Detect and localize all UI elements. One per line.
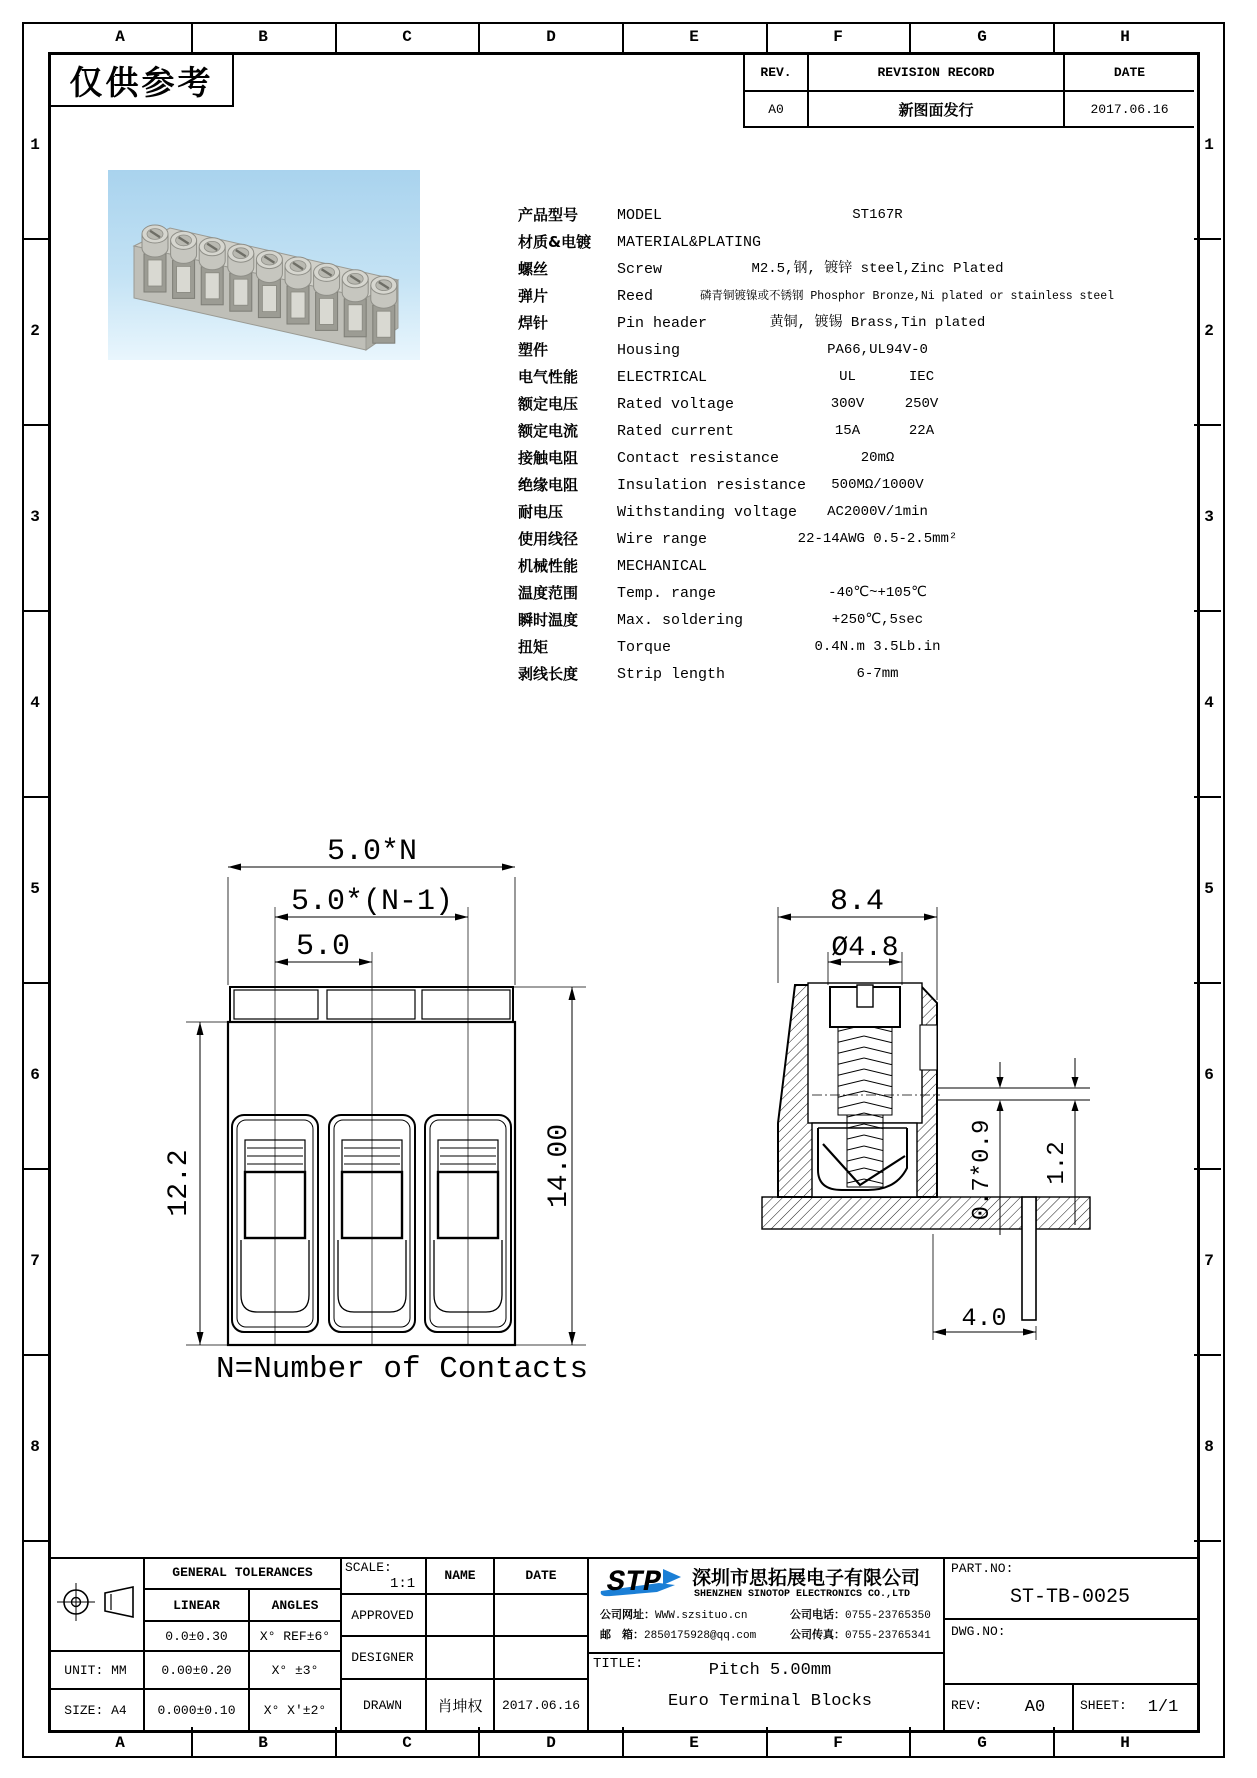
linear-header: LINEAR	[173, 1597, 220, 1613]
grid-letter-top: B	[258, 28, 268, 46]
date-header: DATE	[525, 1567, 557, 1583]
drawing-title-line2: Euro Terminal Blocks	[667, 1691, 873, 1711]
dwg-no-label: DWG.NO:	[951, 1624, 1006, 1639]
grid-number-right: 6	[1204, 1066, 1214, 1084]
spec-label-cn: 绝缘电阻	[518, 476, 579, 494]
spec-value: ST167R	[852, 207, 903, 223]
grid-number-left: 6	[30, 1066, 40, 1084]
spec-value: 黄铜, 镀锡 Brass,Tin plated	[769, 315, 986, 331]
spec-row	[0, 661, 1257, 688]
spec-row	[0, 256, 1257, 283]
spec-label-cn: 温度范围	[518, 584, 579, 602]
grid-number-left: 3	[30, 508, 40, 526]
website-value: WWW.szsituo.cn	[655, 1610, 748, 1622]
spec-label-en: Temp. range	[617, 585, 717, 602]
grid-letter-top: C	[402, 28, 412, 46]
tol-linear-1: 0.0±0.30	[165, 1628, 228, 1644]
unit-cell: UNIT: MM	[64, 1662, 127, 1678]
contacts-note: N=Number of Contacts	[216, 1352, 589, 1387]
grid-number-right: 5	[1204, 880, 1214, 898]
spec-row	[0, 553, 1257, 580]
spec-label-en: Screw	[617, 261, 663, 278]
reference-only-watermark: 仅供参考	[51, 55, 234, 107]
spec-value	[700, 553, 1055, 580]
spec-label-cn: 扭矩	[518, 638, 549, 656]
spec-label-en: Reed	[617, 288, 654, 305]
email-label: 邮 箱：	[600, 1628, 644, 1641]
company-logo	[597, 1563, 683, 1607]
grid-letter-top: D	[546, 28, 556, 46]
sheet-value: 1/1	[1147, 1697, 1179, 1717]
spec-label-en: Pin header	[617, 315, 708, 332]
grid-number-right: 4	[1204, 694, 1214, 712]
spec-label-en: Contact resistance	[617, 450, 780, 467]
grid-number-right: 1	[1204, 136, 1214, 154]
company-name-cn: 深圳市思拓展电子有限公司	[692, 1567, 921, 1589]
dim-body-height: 12.2	[164, 1149, 195, 1217]
spec-label-cn: 焊针	[518, 314, 549, 332]
spec-row	[0, 310, 1257, 337]
part-no-label: PART.NO:	[951, 1561, 1014, 1576]
spec-label-cn: 耐电压	[518, 503, 564, 521]
spec-value-iec: 22A	[908, 423, 935, 439]
spec-value: 20mΩ	[860, 450, 895, 466]
tol-linear-3: 0.000±0.10	[157, 1702, 236, 1718]
grid-letter-bottom: E	[689, 1734, 699, 1752]
spec-label-en: Rated current	[617, 423, 735, 440]
spec-label-cn: 弹片	[518, 287, 549, 305]
email-value: 2850175928@qq.com	[644, 1630, 757, 1642]
sheet-label: SHEET:	[1080, 1698, 1127, 1713]
size-cell: SIZE: A4	[64, 1702, 127, 1718]
company-name-en: SHENZHEN SINOTOP ELECTRONICS CO.,LTD	[694, 1589, 911, 1600]
grid-number-left: 1	[30, 136, 40, 154]
spec-row	[0, 418, 1257, 445]
dim-pitch-n1: 5.0*(N-1)	[290, 885, 454, 919]
spec-label-en: Max. soldering	[617, 612, 744, 629]
spec-label-cn: 接触电阻	[518, 449, 579, 467]
dim-width: 8.4	[829, 885, 885, 919]
grid-letter-bottom: A	[115, 1734, 125, 1752]
grid-number-left: 2	[30, 322, 40, 340]
spec-row	[0, 337, 1257, 364]
grid-number-right: 3	[1204, 508, 1214, 526]
grid-letter-bottom: H	[1120, 1734, 1130, 1752]
spec-value-ul: UL	[839, 369, 856, 385]
spec-label-en: Torque	[617, 639, 672, 656]
drawn-label: DRAWN	[362, 1697, 402, 1713]
revision-row-record: 新图面发行	[898, 100, 974, 119]
phone-value: 0755-23765350	[845, 1610, 931, 1622]
dim-pin-offset: 4.0	[961, 1304, 1007, 1333]
spec-value: PA66,UL94V-0	[827, 342, 928, 358]
spec-row	[0, 634, 1257, 661]
grid-letter-top: H	[1120, 28, 1130, 46]
title-label: TITLE:	[593, 1656, 644, 1672]
spec-value-ul: 15A	[834, 423, 861, 439]
rev-value: A0	[1024, 1697, 1046, 1717]
drawn-name: 肖坤权	[437, 1696, 483, 1715]
scale-value: 1:1	[390, 1576, 416, 1592]
spec-label-cn: 产品型号	[518, 206, 579, 224]
approved-label: APPROVED	[351, 1607, 414, 1623]
grid-letter-top: G	[977, 28, 987, 46]
drawing-title-line1: Pitch 5.00mm	[708, 1660, 832, 1680]
spec-label-cn: 材质&电镀	[518, 233, 592, 251]
name-header: NAME	[444, 1567, 476, 1583]
dim-total-height: 14.00	[544, 1123, 575, 1209]
spec-row	[0, 283, 1257, 310]
spec-label-en: Wire range	[617, 531, 708, 548]
spec-label-cn: 机械性能	[518, 557, 579, 575]
spec-label-en: Rated voltage	[617, 396, 735, 413]
spec-row	[0, 472, 1257, 499]
spec-label-cn: 剥线长度	[518, 665, 579, 683]
spec-row	[0, 391, 1257, 418]
grid-letter-bottom: C	[402, 1734, 412, 1752]
spec-value	[700, 229, 1055, 256]
dimension-drawings	[100, 720, 1200, 1400]
spec-label-en: Insulation resistance	[617, 477, 807, 494]
revision-row-date: 2017.06.16	[1090, 101, 1169, 117]
tol-linear-2: 0.00±0.20	[161, 1662, 232, 1678]
designer-label: DESIGNER	[351, 1650, 414, 1665]
website-label: 公司网址：	[600, 1608, 655, 1621]
spec-label-cn: 电气性能	[518, 368, 579, 386]
spec-label-en: ELECTRICAL	[617, 369, 708, 386]
rev-label: REV:	[951, 1698, 983, 1713]
grid-letter-bottom: D	[546, 1734, 556, 1752]
dim-pin-section: 0.7*0.9	[969, 1119, 996, 1221]
spec-value: 6-7mm	[856, 666, 899, 682]
grid-letter-top: F	[833, 28, 843, 46]
tol-angle-2: X° ±3°	[271, 1662, 319, 1678]
dim-pin-hole: 1.2	[1044, 1141, 1071, 1185]
spec-label-cn: 额定电压	[518, 395, 579, 413]
spec-value: 磷青铜镀镍或不锈钢 Phosphor Bronze,Ni plated or stainless steel	[700, 290, 1115, 303]
grid-letter-bottom: G	[977, 1734, 987, 1752]
spec-value: M2.5,钢, 镀锌 steel,Zinc Plated	[751, 261, 1004, 277]
grid-number-right: 2	[1204, 322, 1214, 340]
grid-letter-bottom: F	[833, 1734, 843, 1752]
angles-header: ANGLES	[271, 1597, 319, 1613]
spec-value-iec: IEC	[908, 369, 935, 385]
spec-label-cn: 螺丝	[518, 260, 549, 278]
revision-col-date: DATE	[1113, 65, 1146, 80]
revision-row-rev: A0	[768, 101, 784, 117]
grid-letter-top: E	[689, 28, 699, 46]
drawn-date: 2017.06.16	[501, 1697, 580, 1713]
dim-pitch-total: 5.0*N	[326, 835, 418, 869]
part-no-value: ST-TB-0025	[1009, 1585, 1131, 1609]
side-view	[762, 907, 1090, 1340]
phone-label: 公司电话：	[790, 1608, 845, 1621]
general-tolerances-header: GENERAL TOLERANCES	[172, 1565, 313, 1580]
revision-col-record: REVISION RECORD	[877, 65, 995, 80]
spec-row	[0, 499, 1257, 526]
spec-value-iec: 250V	[904, 396, 939, 412]
spec-value: +250℃,5sec	[831, 612, 924, 628]
spec-value-ul: 300V	[830, 396, 865, 412]
grid-letter-bottom: B	[258, 1734, 268, 1752]
spec-value: AC2000V/1min	[827, 504, 928, 520]
grid-number-right: 8	[1204, 1438, 1214, 1456]
dim-pitch: 5.0	[295, 930, 351, 964]
grid-number-right: 7	[1204, 1252, 1214, 1270]
spec-value: 500MΩ/1000V	[831, 477, 924, 493]
fax-label: 公司传真：	[790, 1628, 845, 1641]
fax-value: 0755-23765341	[845, 1630, 931, 1642]
grid-number-left: 5	[30, 880, 40, 898]
tol-angle-3: X° X'±2°	[263, 1702, 327, 1718]
spec-label-en: MECHANICAL	[617, 558, 708, 575]
front-view	[186, 864, 586, 1346]
projection-symbol-icon	[55, 1572, 137, 1637]
spec-label-en: Housing	[617, 342, 681, 359]
spec-label-cn: 使用线径	[518, 530, 579, 548]
spec-row	[0, 445, 1257, 472]
svg-text:STP: STP	[607, 1566, 662, 1600]
spec-label-en: MODEL	[617, 207, 663, 224]
spec-row	[0, 580, 1257, 607]
grid-number-left: 8	[30, 1438, 40, 1456]
grid-number-left: 4	[30, 694, 40, 712]
spec-label-en: Strip length	[617, 666, 726, 683]
spec-label-en: MATERIAL&PLATING	[617, 234, 762, 251]
spec-row	[0, 364, 1257, 391]
spec-value: 22-14AWG 0.5-2.5mm²	[797, 531, 958, 547]
grid-number-left: 7	[30, 1252, 40, 1270]
spec-label-cn: 额定电流	[518, 422, 579, 440]
scale-label: SCALE:	[345, 1560, 392, 1575]
spec-value: -40℃~+105℃	[828, 585, 927, 601]
dim-screw-dia: Ø4.8	[831, 933, 899, 964]
grid-letter-top: A	[115, 28, 125, 46]
spec-value: 0.4N.m 3.5Lb.in	[814, 639, 941, 655]
spec-row	[0, 607, 1257, 634]
spec-row	[0, 202, 1257, 229]
tol-angle-1: X° REF±6°	[259, 1628, 331, 1644]
spec-label-en: Withstanding voltage	[617, 504, 798, 521]
revision-col-rev: REV.	[760, 65, 792, 80]
spec-row	[0, 526, 1257, 553]
spec-row	[0, 229, 1257, 256]
spec-label-cn: 瞬时温度	[518, 611, 579, 629]
spec-label-cn: 塑件	[518, 341, 549, 359]
